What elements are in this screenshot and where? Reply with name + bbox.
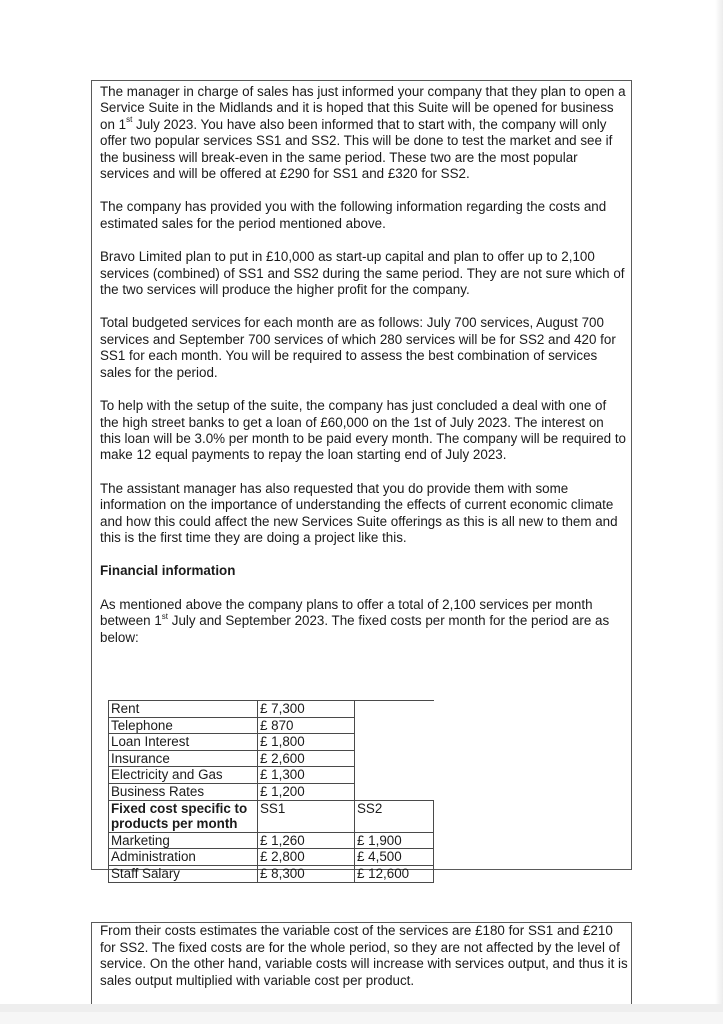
table-row: Insurance £ 2,600 <box>109 750 434 767</box>
paragraph-costs-info: The company has provided you with the following information regarding the costs and estimated sales for the period mentioned above. <box>100 199 607 231</box>
financial-heading: Financial information <box>100 563 236 579</box>
table-row: Business Rates £ 1,200 <box>109 783 434 800</box>
table-row: Marketing £ 1,260 £ 1,900 <box>109 832 434 849</box>
table-row: Staff Salary £ 8,300 £ 12,600 <box>109 865 434 882</box>
paragraph-budgeted-services: Total budgeted services for each month are as follows: July 700 services, August 700 services and September 700 services of which 280 services will be for SS2 and 420 for SS1 for each month. You will be required to assess the best combination of services sales for the period. <box>100 315 616 380</box>
variable-cost-box <box>91 922 632 1012</box>
table-row: Rent £ 7,300 <box>109 701 434 718</box>
financial-intro: As mentioned above the company plans to offer a total of 2,100 services per month between 1st July and September 2023. The fixed costs per month for the period are as below: <box>100 596 610 645</box>
page-edge-shadow <box>715 0 723 1024</box>
paragraph-variable-cost: From their costs estimates the variable cost of the services are £180 for SS1 and £210 for SS2. The fixed costs are for the whole period, so they are not affected by the level of service. On the other hand, variable costs will increase with services output, and thus it is sales output multiplied with variable cost per product. <box>100 923 628 988</box>
paragraph-loan: To help with the setup of the suite, the company has just concluded a deal with one of the high street banks to get a loan of £60,000 on the 1st of July 2023. The interest on this loan will be 3.0% per month to be paid every month. The company will be required to make 12 equal payments to repay the loan starting end of July 2023. <box>100 398 626 463</box>
paragraph-intro: The manager in charge of sales has just informed your company that they plan to open a Service Suite in the Midlands and it is hoped that this Suite will be opened for business on 1st July 2023. You have also been informed that to start with, the company will only offer two popular services SS1 and SS2. This will be done to test the market and see if the business will break-even in the same period. These two are the most popular services and will be offered at £290 for SS1 and £320 for SS2. <box>100 84 626 182</box>
ss2-column-header: SS2 <box>355 800 434 832</box>
product-costs-header: Fixed cost specific to products per month <box>109 800 258 832</box>
table-row: Telephone £ 870 <box>109 717 434 734</box>
paragraph-capital: Bravo Limited plan to put in £10,000 as start-up capital and plan to offer up to 2,100 services (combined) of SS1 and SS2 during the same period. They are not sure which of the two services will produce the higher profit for the company. <box>100 249 625 298</box>
ss1-column-header: SS1 <box>258 800 355 832</box>
table-row: Electricity and Gas £ 1,300 <box>109 767 434 784</box>
paragraph-economic-climate: The assistant manager has also requested that you do provide them with some information on the importance of understanding the effects of current economic climate and how this could affect the new Services Suite offerings as this is all new to them and this is the first time they are doing a project like this. <box>100 480 618 545</box>
case-study-box <box>91 80 632 881</box>
viewer-bottom-bar <box>0 1004 723 1024</box>
table-row: Administration £ 2,800 £ 4,500 <box>109 849 434 866</box>
table-header-row <box>109 800 434 832</box>
table-row: Loan Interest £ 1,800 <box>109 734 434 751</box>
case-study-content <box>100 84 628 663</box>
fixed-costs-table <box>108 700 434 883</box>
